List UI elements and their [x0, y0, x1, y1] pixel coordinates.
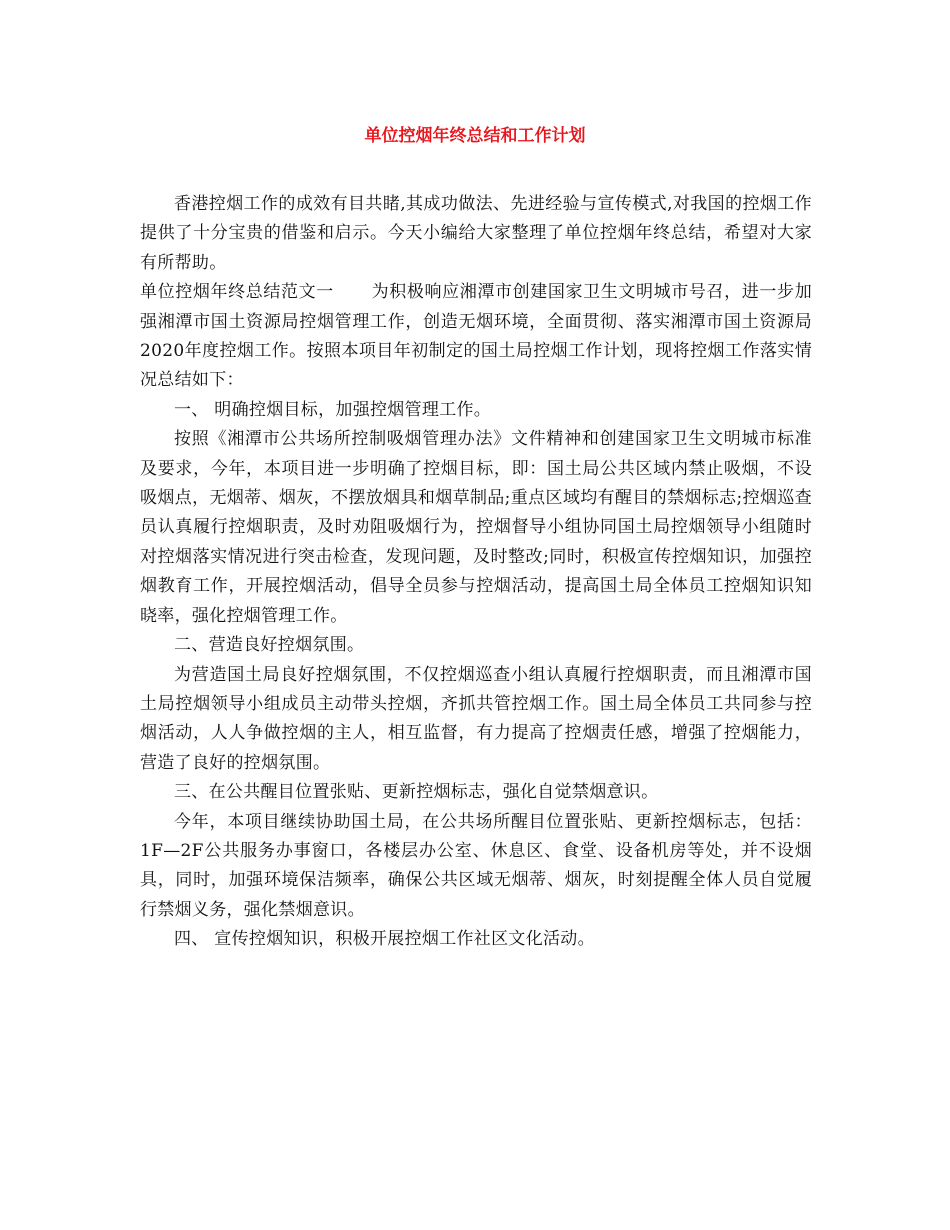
- sample-label: 单位控烟年终总结范文一: [140, 282, 334, 303]
- section-1-body: 按照《湘潭市公共场所控制吸烟管理办法》文件精神和创建国家卫生文明城市标准及要求，今年，本项目进一步明确了控烟目标，即：国土局公共区域内禁止吸烟，不设吸烟点，无烟蒂、烟灰，不摆放烟具和烟草制品;重点区域均有醒目的禁烟标志;控烟巡查员认真履行控烟职责，及时劝阻吸烟行为，控烟督导小组协同国土局控烟领导小组随时对控烟落实情况进行突击检查，发现问题，及时整改;同时，积极宣传控烟知识，加强控烟教育工作，开展控烟活动，倡导全员参与控烟活动，提高国土局全体员工控烟知识知晓率，强化控烟管理工作。: [140, 429, 812, 626]
- section-3-heading: 三、在公共醒目位置张贴、更新控烟标志，强化自觉禁烟意识。: [174, 782, 659, 803]
- document-title: 单位控烟年终总结和工作计划: [364, 126, 586, 146]
- section-2-heading: 二、营造良好控烟氛围。: [174, 635, 365, 656]
- section-1-heading: 一、 明确控烟目标，加强控烟管理工作。: [174, 399, 492, 420]
- section-2-body: 为营造国土局良好控烟氛围，不仅控烟巡查小组认真履行控烟职责，而且湘潭市国土局控烟领导小组成员主动带头控烟，齐抓共管控烟工作。国土局全体员工共同参与控烟活动，人人争做控烟的主人，相互监督，有力提高了控烟责任感，增强了控烟能力，营造了良好的控烟氛围。: [140, 664, 812, 773]
- sample-paragraph: [140, 278, 812, 396]
- document-body: [140, 190, 812, 955]
- section-3-body: 今年，本项目继续协助国土局，在公共场所醒目位置张贴、更新控烟标志，包括：1F—2F公共服务办事窗口，各楼层办公室、休息区、食堂、设备机房等处，并不设烟具，同时，加强环境保洁频率，确保公共区域无烟蒂、烟灰，时刻提醒全体人员自觉履行禁烟义务，强化禁烟意识。: [140, 811, 812, 920]
- sample-intro: 为积极响应湘潭市创建国家卫生文明城市号召，进一步加强湘潭市国土资源局控烟管理工作，创造无烟环境，全面贯彻、落实湘潭市国土资源局2020年度控烟工作。按照本项目年初制定的国土局控烟工作计划，现将控烟工作落实情况总结如下：: [140, 282, 812, 391]
- section-4-heading: 四、 宣传控烟知识，积极开展控烟工作社区文化活动。: [174, 929, 595, 950]
- intro-paragraph: 香港控烟工作的成效有目共睹,其成功做法、先进经验与宣传模式,对我国的控烟工作提供了十分宝贵的借鉴和启示。今天小编给大家整理了单位控烟年终总结，希望对大家有所帮助。: [140, 194, 812, 273]
